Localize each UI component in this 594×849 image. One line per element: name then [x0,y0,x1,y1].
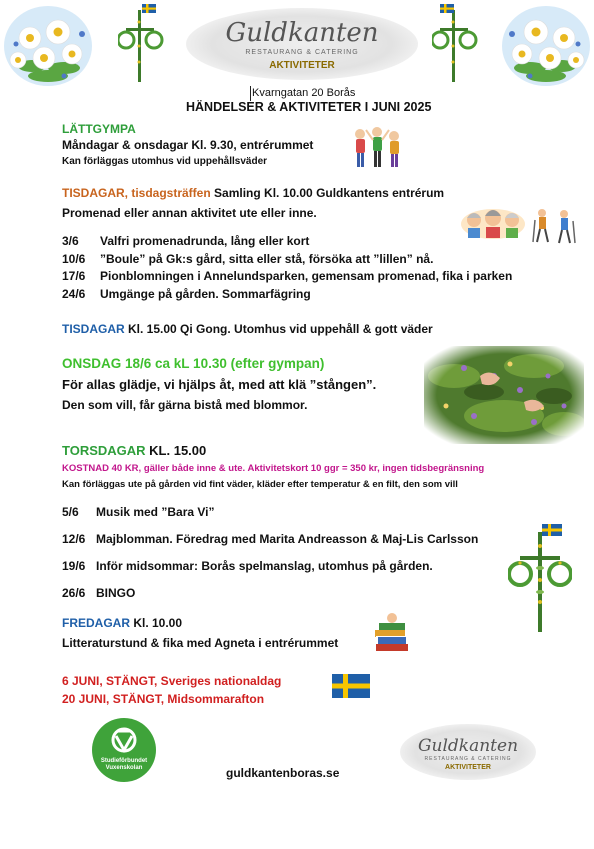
torsdagar-item-text: Majblomman. Föredrag med Marita Andreasson & Maj-Lis Carlsson [96,532,479,546]
tisdagar-item-text: Umgänge på gården. Sommarfägring [100,287,311,301]
tisdagar-item-date: 24/6 [62,287,86,301]
torsdagar-item-text: Inför midsommar: Borås spelmanslag, utomhus på gården. [96,559,433,573]
seniors-group-icon [460,206,526,240]
tisdagar-heading-line [62,186,444,201]
lattgympa-schedule: Måndagar & onsdagar Kl. 9.30, entrérummet [62,138,314,152]
qigong-line [62,322,433,337]
torsdagar-item-text: BINGO [96,586,136,600]
books-stack-icon [372,612,412,654]
vuxenskolan-logo-icon [92,718,156,782]
tisdagar-heading-rest: Samling Kl. 10.00 Guldkantens entrérum [210,186,445,200]
website-link[interactable]: guldkantenboras.se [226,766,340,780]
lattgympa-note: Kan förläggas utomhus vid uppehållsväder [62,156,268,167]
fredagar-text: Litteraturstund & fika med Agneta i entrérummet [62,636,339,650]
torsdagar-item-date: 12/6 [62,532,86,546]
seniors-walking-icon [530,208,578,246]
maypole-right-icon [432,2,478,82]
torsdagar-time: KL. 15.00 [145,443,207,458]
torsdagar-item-date: 5/6 [62,505,79,519]
fredagar-heading: FREDAGAR [62,616,130,630]
torsdagar-heading: TORSDAGAR [62,443,146,458]
torsdagar-item-text: Musik med ”Bara Vi” [96,505,215,519]
tisdagar-item-text: Valfri promenadrunda, lång eller kort [100,234,310,248]
swedish-flag-icon [332,674,370,698]
tisdagar-item-text: Pionblomningen i Annelundsparken, gemensam promenad, fika i parken [100,269,513,283]
torsdagar-cost: KOSTNAD 40 KR, gäller både inne & ute. Aktivitetskort 10 ggr = 350 kr, ingen tidsbegränsning [62,463,485,474]
logo-tag: AKTIVITETER [269,60,335,71]
onsdag-line2: Den som vill, får gärna bistå med blommor. [62,398,308,412]
torsdagar-item-date: 19/6 [62,559,86,573]
lattgympa-heading: LÄTTGYMPA [62,122,136,136]
badge-text-line1: Studieförbundet [100,758,148,764]
flowers-photo [424,346,584,444]
tisdagar-item-date: 3/6 [62,234,79,248]
tisdagar-item-date: 17/6 [62,269,86,283]
logo-name: Guldkanten [225,18,379,48]
maypole-large-icon [508,520,572,632]
logo-subtitle: RESTAURANG & CATERING [424,756,512,762]
closed-line1: 6 JUNI, STÄNGT, Sveriges nationaldag [62,674,282,688]
closed-line2: 20 JUNI, STÄNGT, Midsommarafton [62,692,265,706]
guldkanten-logo-bottom [400,724,536,780]
vuxenskolan-badge [92,718,156,782]
torsdagar-item-date: 26/6 [62,586,86,600]
fredagar-time: Kl. 10.00 [130,616,183,630]
page-title: HÄNDELSER & AKTIVITETER I JUNI 2025 [186,100,432,114]
address: Kvarngatan 20 Borås [252,87,356,99]
tisdagar-subline: Promenad eller annan aktivitet ute eller inne. [62,206,317,220]
onsdag-heading: ONSDAG 18/6 ca kL 10.30 (efter gympan) [62,356,325,371]
onsdag-line1: För allas glädje, vi hjälps åt, med att klä ”stången”. [62,377,377,392]
torsdagar-heading-line [62,443,206,459]
logo-name: Guldkanten [417,736,519,756]
daisy-bouquet-left-icon [2,4,94,88]
daisy-bouquet-right-icon [500,4,592,88]
tisdagar-heading: TISDAGAR, tisdagsträffen [62,186,211,200]
tisdagar-item-date: 10/6 [62,252,86,266]
logo-tag: AKTIVITETER [445,764,491,771]
fredagar-heading-line [62,616,182,631]
exercise-people-icon [348,124,406,174]
qigong-heading: TISDAGAR [62,322,125,336]
logo-subtitle: RESTAURANG & CATERING [245,49,359,56]
maypole-left-icon [118,2,164,82]
tisdagar-item-text: ”Boule” på Gk:s gård, sitta eller stå, försöka att ”lillen” nå. [100,252,434,266]
guldkanten-logo [186,8,418,80]
qigong-text: Kl. 15.00 Qi Gong. Utomhus vid uppehåll & gott väder [124,322,433,336]
torsdagar-note: Kan förläggas ute på gården vid fint väder, kläder efter temperatur & en filt, den som vill [62,479,458,490]
badge-text-line2: Vuxenskolan [105,765,143,771]
